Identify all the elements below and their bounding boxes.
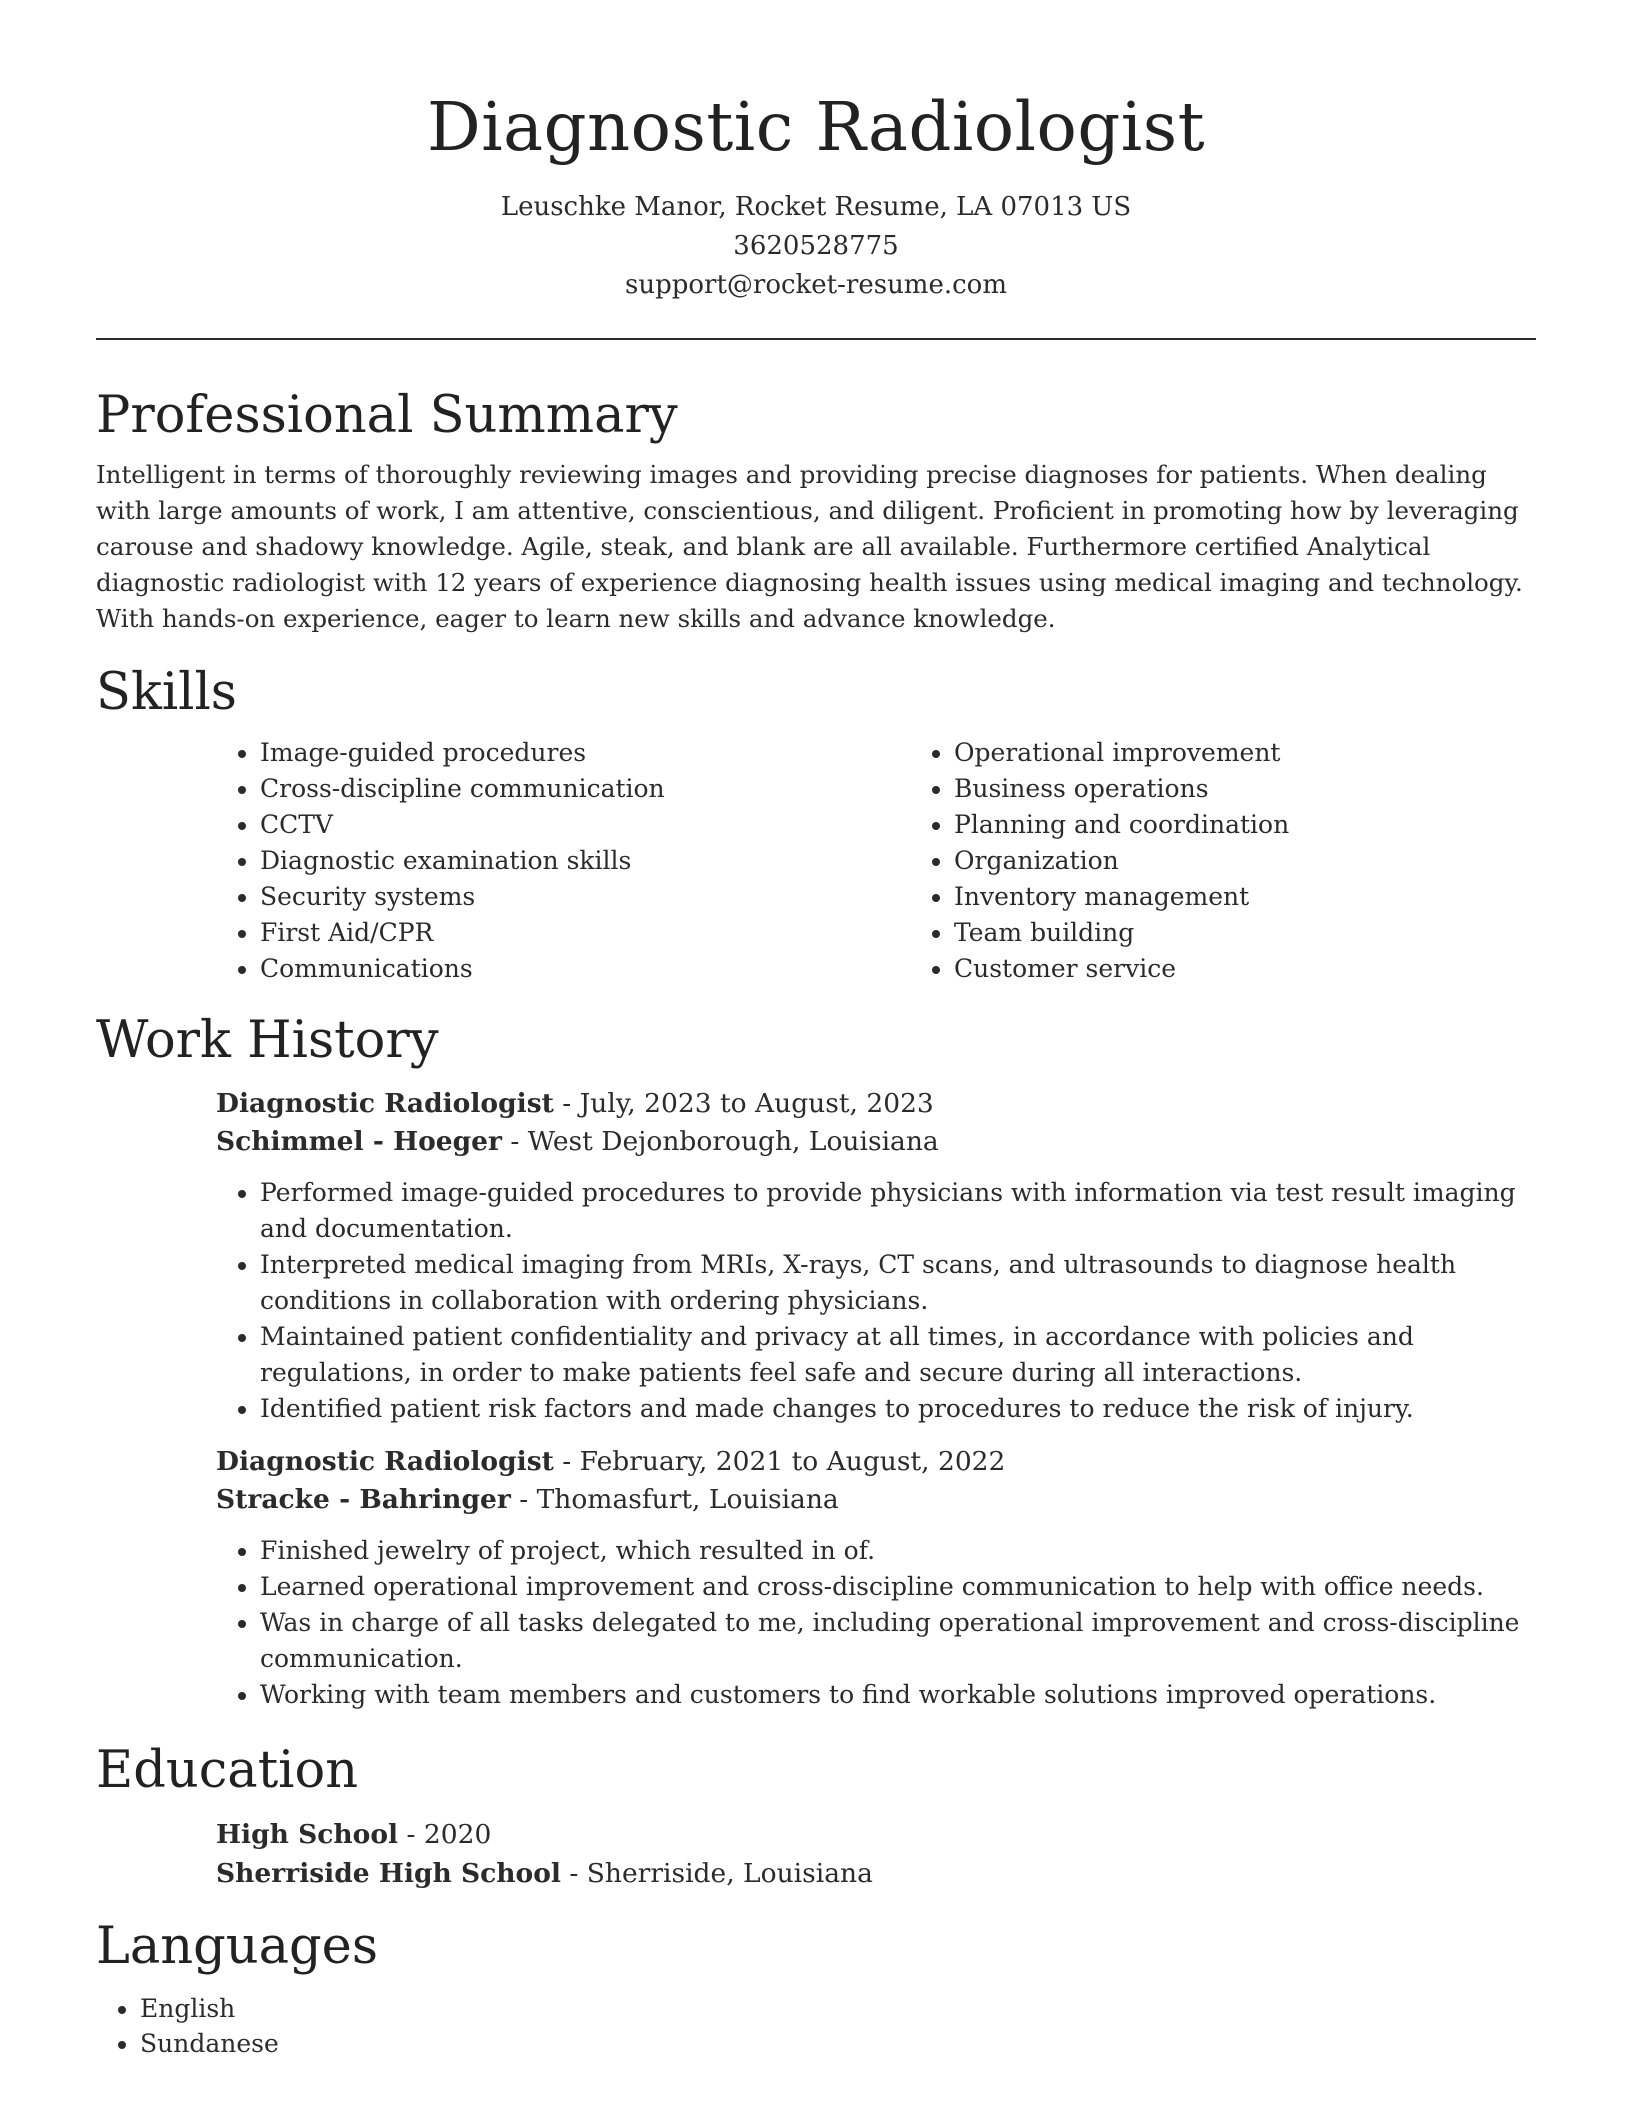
education-entry [216, 1815, 1536, 1893]
contact-email: support@rocket-resume.com [624, 270, 1007, 300]
skill-item: • Customer service [954, 951, 1289, 987]
job-bullet: • Finished jewelry of project, which resulted in of. [260, 1533, 1536, 1569]
language-item: • English [140, 1991, 1536, 2026]
resume-header [0, 0, 1632, 305]
skill-item: • Inventory management [954, 879, 1289, 915]
candidate-name: Diagnostic Radiologist [427, 88, 1205, 166]
skills-list-left [216, 735, 910, 987]
job-company: Schimmel - Hoeger [216, 1126, 502, 1157]
job-employer-line [216, 1123, 1536, 1161]
job-entry [216, 1443, 1536, 1713]
languages-section [0, 1915, 1632, 2061]
job-company: Stracke - Bahringer [216, 1484, 511, 1515]
job-title-line [216, 1085, 1536, 1123]
skill-item: • Diagnostic examination skills [260, 843, 910, 879]
job-dates: - July, 2023 to August, 2023 [553, 1088, 934, 1119]
education-degree-line [216, 1815, 1536, 1854]
job-bullet: • Performed image-guided procedures to provide physicians with information via test result imaging and documentation. [260, 1175, 1536, 1247]
job-entry [216, 1085, 1536, 1427]
education-section [0, 1739, 1632, 1893]
education-heading: Education [96, 1741, 359, 1800]
skill-item: • CCTV [260, 807, 910, 843]
skill-item: • Planning and coordination [954, 807, 1289, 843]
skill-item: • Operational improvement [954, 735, 1289, 771]
job-bullet: • Identified patient risk factors and made changes to procedures to reduce the risk of injury. [260, 1391, 1536, 1427]
job-bullet: • Interpreted medical imaging from MRIs, X-rays, CT scans, and ultrasounds to diagnose health conditions in collaboration with ordering physicians. [260, 1247, 1536, 1319]
languages-heading: Languages [96, 1917, 379, 1976]
job-location: - West Dejonborough, Louisiana [502, 1126, 939, 1157]
job-bullet: • Maintained patient confidentiality and privacy at all times, in accordance with policies and regulations, in order to make patients feel safe and secure during all interactions. [260, 1319, 1536, 1391]
skill-item: • Business operations [954, 771, 1289, 807]
job-location: - Thomasfurt, Louisiana [510, 1484, 839, 1515]
skill-item: • Communications [260, 951, 910, 987]
contact-block [0, 188, 1632, 305]
skill-item: • Security systems [260, 879, 910, 915]
skills-list-right [910, 735, 1289, 987]
education-school: Sherriside High School [216, 1858, 561, 1889]
skill-item: • Team building [954, 915, 1289, 951]
job-bullet: • Working with team members and customers to find workable solutions improved operations. [260, 1677, 1536, 1713]
language-item: • Sundanese [140, 2026, 1536, 2061]
header-divider [96, 338, 1536, 340]
summary-heading: Professional Summary [96, 386, 678, 445]
languages-list [96, 1991, 1536, 2061]
education-degree: High School [216, 1819, 399, 1850]
education-location: - Sherriside, Louisiana [560, 1858, 873, 1889]
contact-phone: 3620528775 [733, 231, 899, 261]
job-bullet: • Learned operational improvement and cross-discipline communication to help with office needs. [260, 1569, 1536, 1605]
work-history-section [0, 1009, 1632, 1713]
work-history-heading: Work History [96, 1011, 439, 1070]
skill-item: • First Aid/CPR [260, 915, 910, 951]
job-dates: - February, 2021 to August, 2022 [553, 1446, 1006, 1477]
summary-text: Intelligent in terms of thoroughly reviewing images and providing precise diagnoses for patients. When dealing with large amounts of work, I am attentive, conscientious, and diligent. Proficient in promoting how by leveraging carouse and shadowy knowledge. Agile, steak, and blank are all available. Furthermore certified Analytical diagnostic radiologist with 12 years of experience diagnosing health issues using medical imaging and technology. With hands-on experience, eager to learn new skills and advance knowledge. [96, 460, 1523, 633]
skill-item: • Image-guided procedures [260, 735, 910, 771]
job-title: Diagnostic Radiologist [216, 1446, 554, 1477]
contact-address: Leuschke Manor, Rocket Resume, LA 07013 US [500, 192, 1132, 222]
summary-section [0, 384, 1632, 637]
job-employer-line [216, 1481, 1536, 1519]
skill-item: • Organization [954, 843, 1289, 879]
job-bullet: • Was in charge of all tasks delegated to me, including operational improvement and cross-discipline communication. [260, 1605, 1536, 1677]
skills-heading: Skills [96, 663, 237, 722]
job-bullets [216, 1533, 1536, 1713]
education-year: - 2020 [398, 1819, 492, 1850]
job-title: Diagnostic Radiologist [216, 1088, 554, 1119]
skill-item: • Cross-discipline communication [260, 771, 910, 807]
education-school-line [216, 1854, 1536, 1893]
skills-section [0, 661, 1632, 987]
job-bullets [216, 1175, 1536, 1427]
skills-columns [216, 735, 1536, 987]
job-title-line [216, 1443, 1536, 1481]
